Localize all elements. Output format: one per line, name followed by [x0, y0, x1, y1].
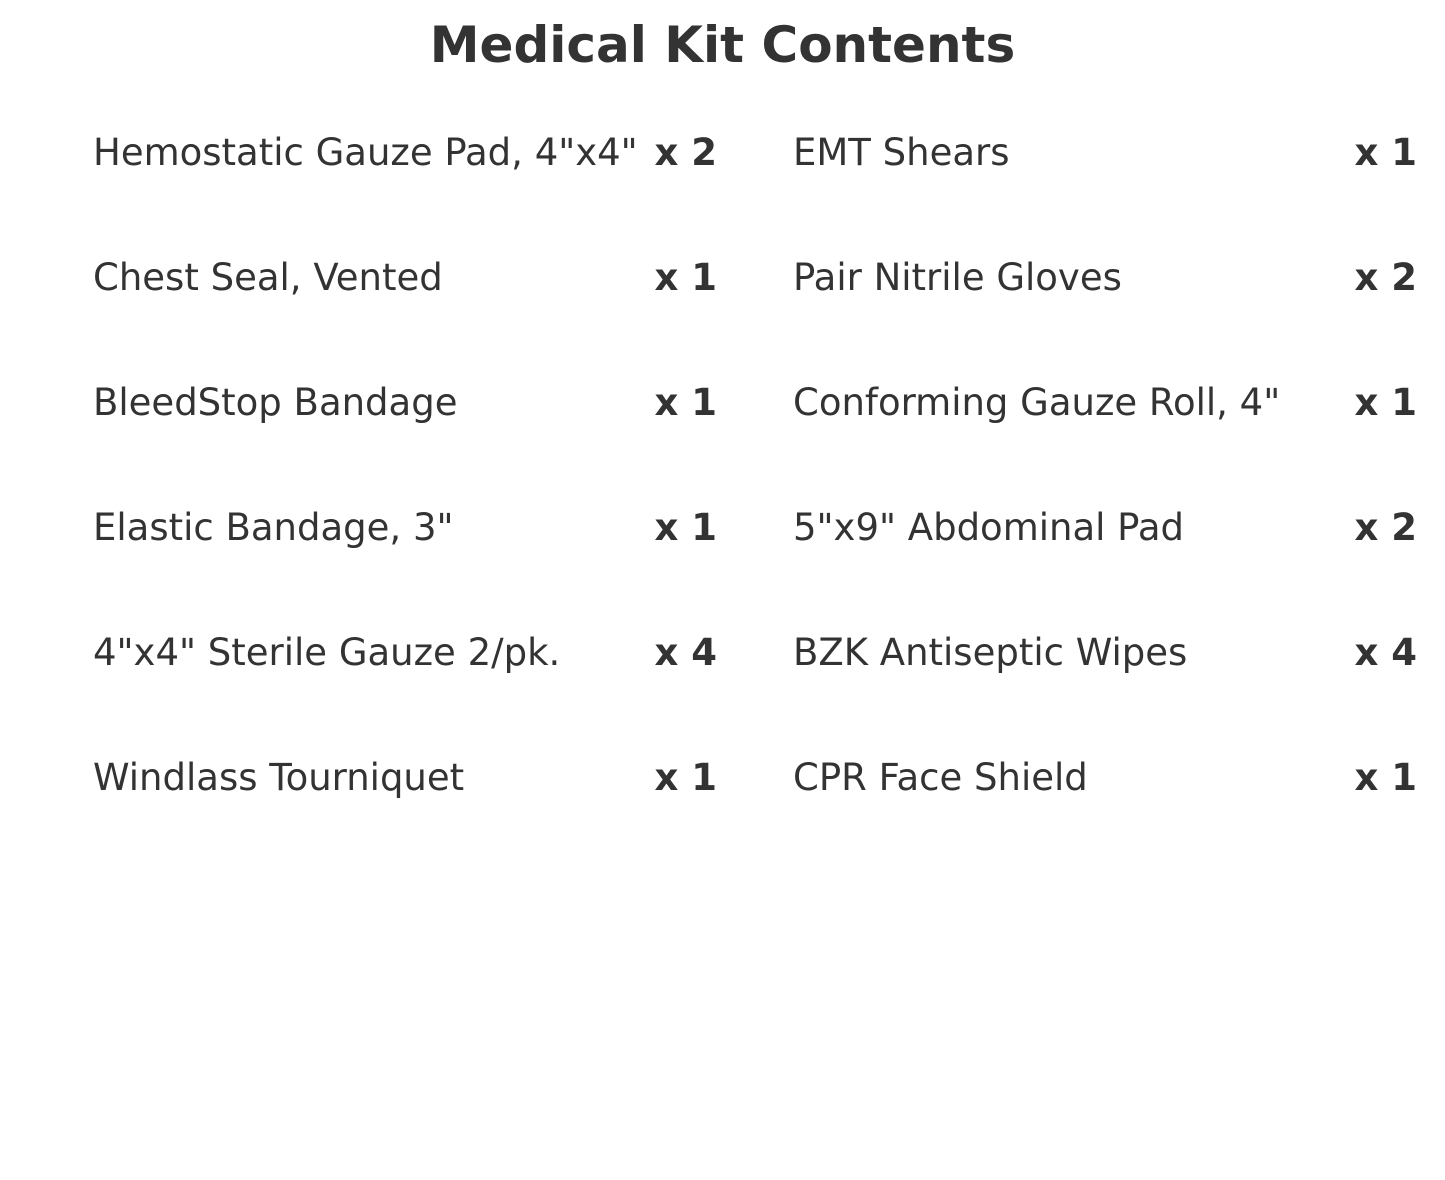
list-item	[793, 372, 1417, 497]
item-name: CPR Face Shield	[793, 756, 1088, 799]
list-item	[793, 622, 1417, 747]
left-item-column	[93, 122, 717, 872]
item-name: Conforming Gauze Roll, 4"	[793, 381, 1281, 424]
item-name: Pair Nitrile Gloves	[793, 256, 1122, 299]
list-item	[93, 372, 717, 497]
item-name: BZK Antiseptic Wipes	[793, 631, 1188, 674]
item-name: Windlass Tourniquet	[93, 756, 465, 799]
item-quantity: x 1	[1354, 381, 1417, 424]
item-name: Hemostatic Gauze Pad, 4"x4"	[93, 131, 638, 174]
list-item	[93, 497, 717, 622]
item-quantity: x 1	[654, 256, 717, 299]
item-name: Elastic Bandage, 3"	[93, 506, 454, 549]
right-item-column	[793, 122, 1417, 872]
list-item	[93, 622, 717, 747]
list-item	[793, 122, 1417, 247]
list-item	[793, 497, 1417, 622]
list-item	[793, 247, 1417, 372]
item-quantity: x 2	[654, 131, 717, 174]
item-quantity: x 2	[1354, 506, 1417, 549]
item-name: 5"x9" Abdominal Pad	[793, 506, 1184, 549]
item-quantity: x 4	[1354, 631, 1417, 674]
item-name: 4"x4" Sterile Gauze 2/pk.	[93, 631, 561, 674]
item-quantity: x 1	[654, 381, 717, 424]
item-quantity: x 4	[654, 631, 717, 674]
item-quantity: x 2	[1354, 256, 1417, 299]
page-title: Medical Kit Contents	[429, 16, 1016, 74]
item-name: BleedStop Bandage	[93, 381, 458, 424]
item-quantity: x 1	[654, 756, 717, 799]
item-name: Chest Seal, Vented	[93, 256, 443, 299]
list-item	[93, 747, 717, 872]
list-item	[793, 747, 1417, 872]
list-item	[93, 122, 717, 247]
item-quantity: x 1	[1354, 131, 1417, 174]
item-quantity: x 1	[654, 506, 717, 549]
item-quantity: x 1	[1354, 756, 1417, 799]
list-item	[93, 247, 717, 372]
item-name: EMT Shears	[793, 131, 1010, 174]
